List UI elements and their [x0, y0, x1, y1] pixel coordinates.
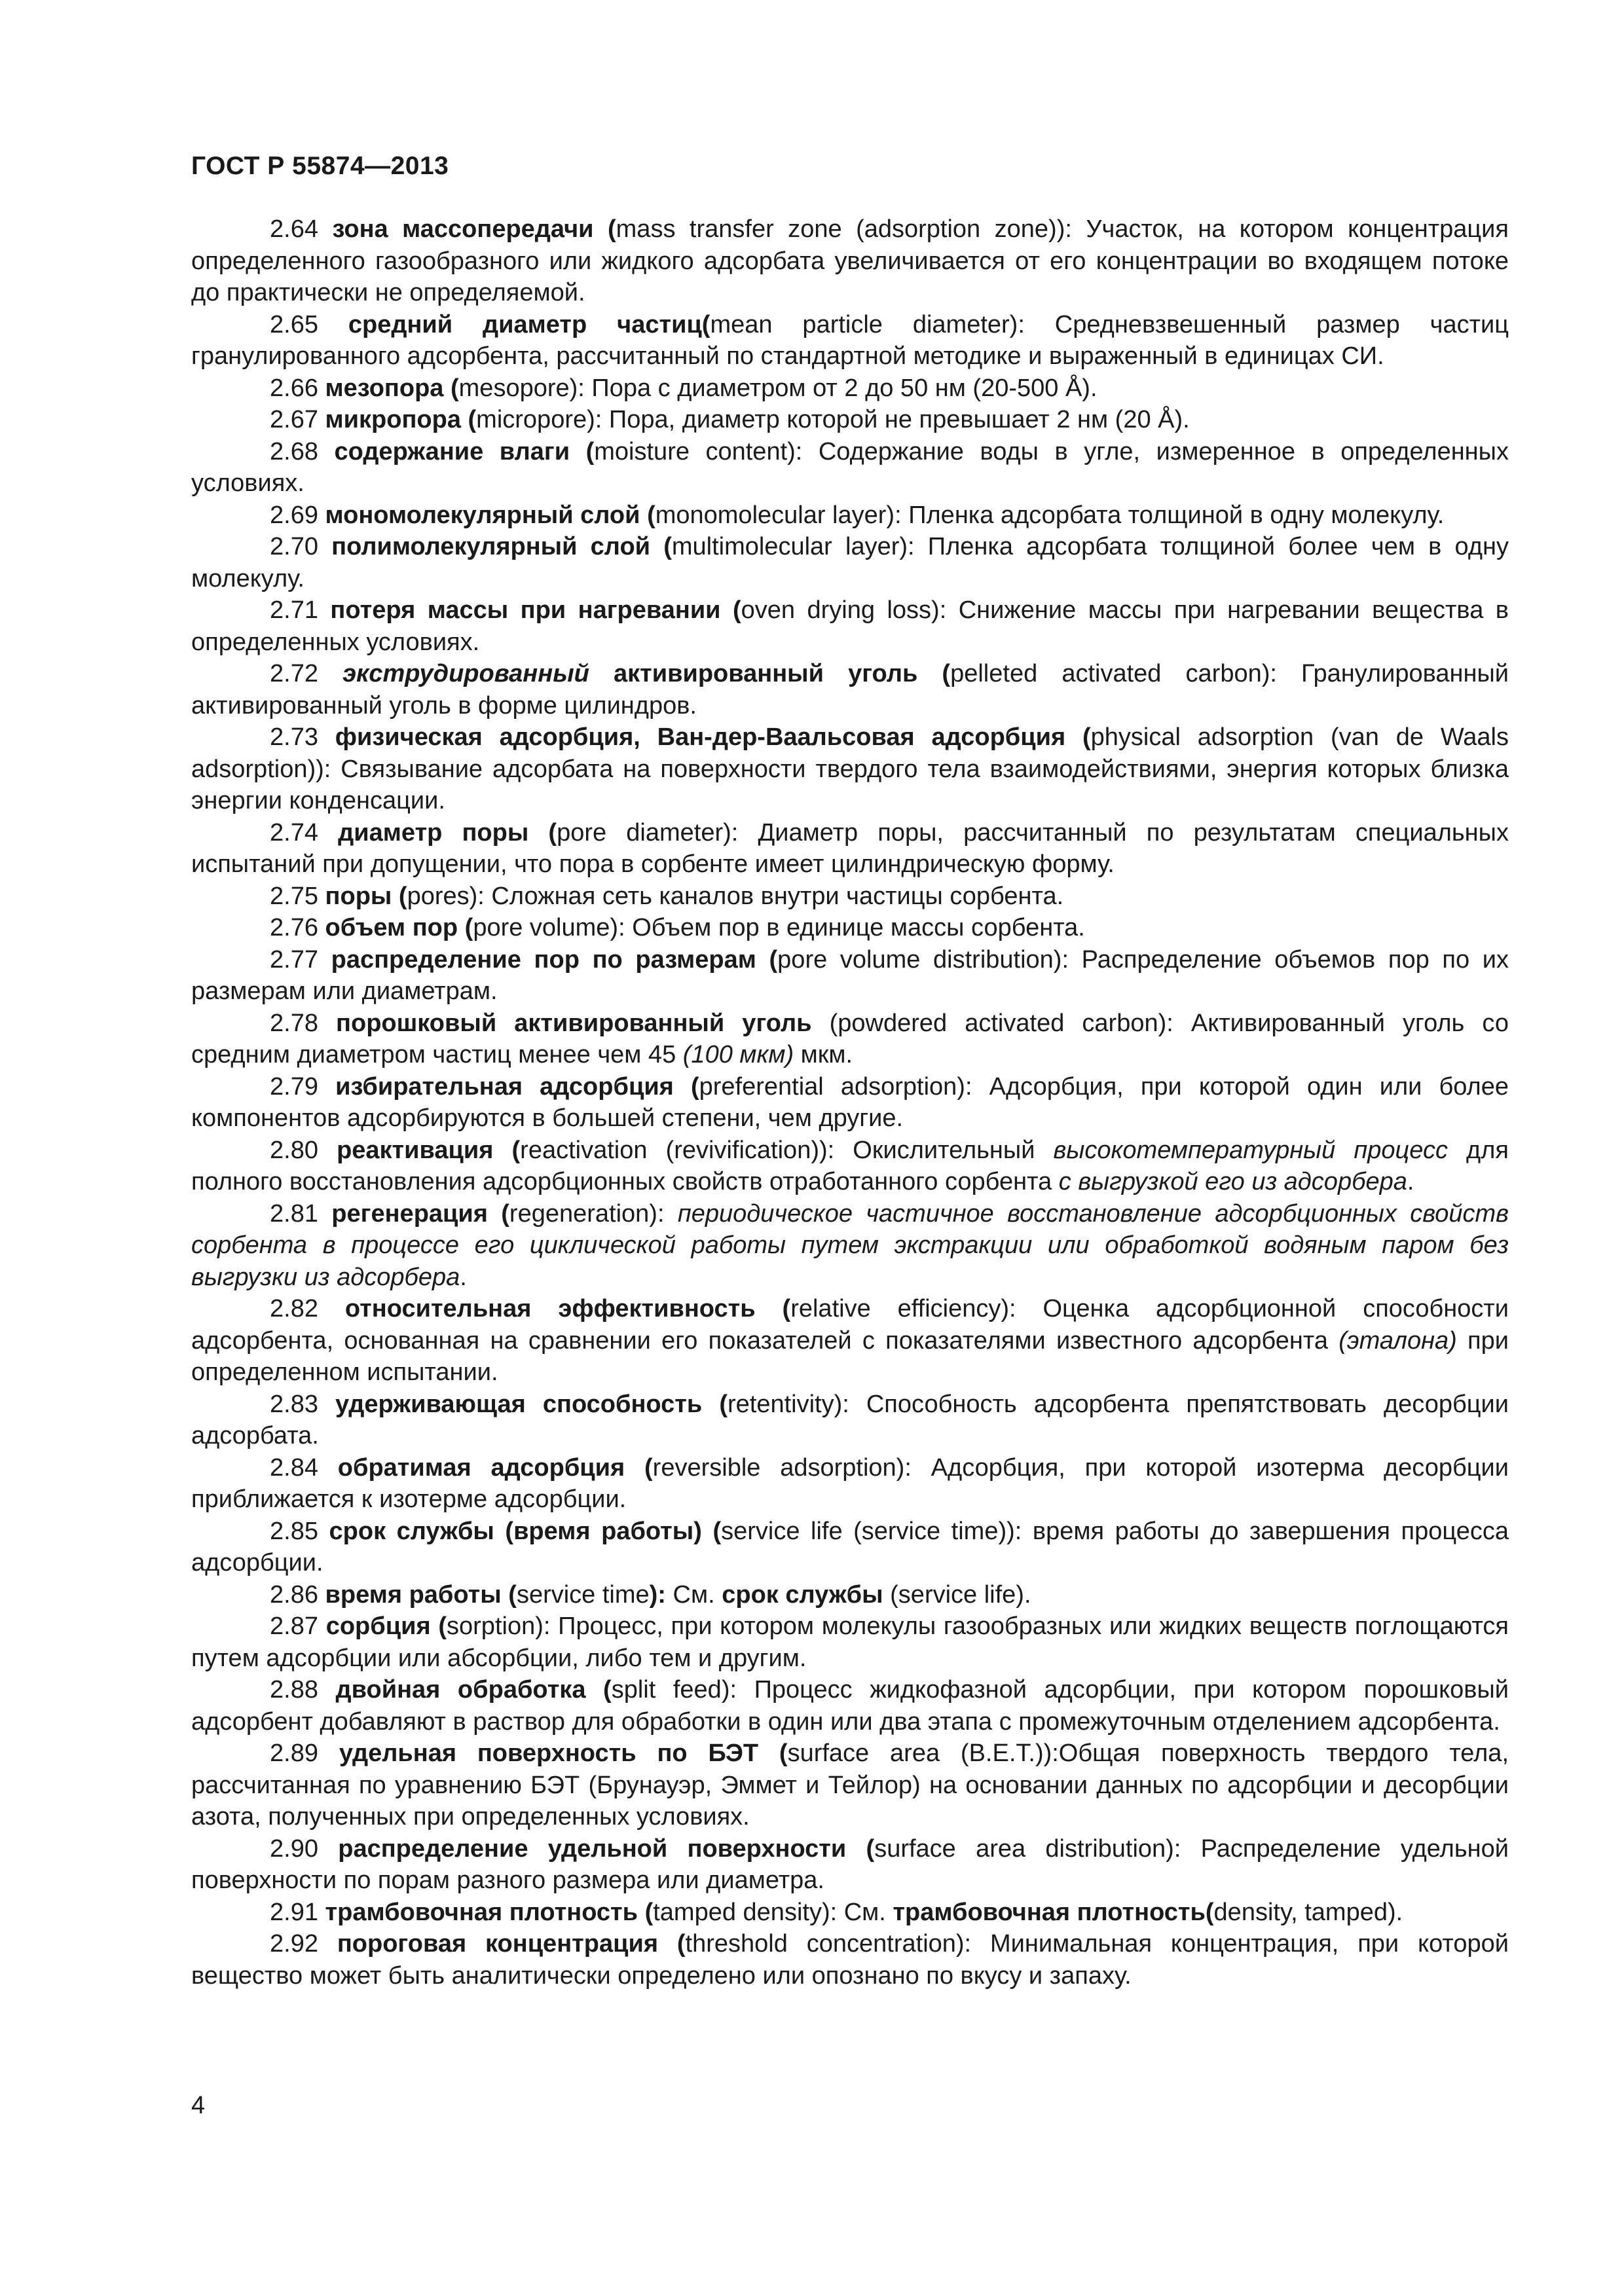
term-text: multimolecular layer): Пленка адсорбата толщиной более чем в одну молекулу.: [191, 533, 1509, 592]
term-text: tamped density): См.: [653, 1898, 893, 1926]
term-entry: [191, 531, 1509, 594]
term-text: mesopore): Пора с диаметром от 2 до 50 нм (20-500 Å).: [458, 374, 1098, 402]
term-text: См.: [665, 1580, 722, 1609]
term-text: micropore): Пора, диаметр которой не превышает 2 нм (20 Å).: [476, 406, 1190, 433]
term-name: двойная обработка (: [335, 1676, 612, 1704]
term-entry: [191, 213, 1509, 309]
term-text: physical adsorption (van de Waals adsorption)): Связывание адсорбата на поверхности твердого тела взаимодействиями, энергия которых близка энергии конденсации.: [191, 723, 1509, 814]
terms-list: [191, 213, 1509, 1992]
term-text: 2.79: [270, 1072, 336, 1101]
term-text: threshold concentration): Минимальная концентрация, при которой вещество может быть аналитически определено или опознано по вкусу и запаху.: [191, 1930, 1509, 1990]
term-text: surface area distribution): Распределение удельной поверхности по порам разного размера или диаметра.: [191, 1834, 1509, 1894]
term-text: 2.65: [270, 310, 348, 338]
term-text: oven drying loss): Снижение массы при нагревании вещества в определенных условиях.: [191, 596, 1509, 656]
term-emphasis: периодическое частичное восстановление адсорбционных свойств сорбента в процессе его циклической работы путем экстракции или обработкой водяным паром без выгрузки из адсорбера: [191, 1199, 1509, 1291]
term-name: пороговая концентрация (: [337, 1930, 686, 1958]
term-text: при определенном испытании.: [191, 1326, 1509, 1386]
term-entry: [191, 309, 1509, 373]
term-name: распределение удельной поверхности (: [338, 1834, 875, 1863]
term-entry: [191, 1897, 1509, 1929]
term-text: service time: [516, 1580, 650, 1609]
term-text: 2.77: [270, 945, 331, 974]
term-entry: [191, 500, 1509, 532]
term-text: 2.73: [270, 723, 335, 751]
term-text: pore volume distribution): Распределение объемов пор по их размерам или диаметрам.: [191, 945, 1509, 1005]
term-text: mean particle diameter): Средневзвешенный размер частиц гранулированного адсорбента, рассчитанный по стандартной методике и выраженный в единицах СИ.: [191, 310, 1509, 370]
term-text: (service life).: [883, 1580, 1031, 1609]
term-text: .: [1407, 1168, 1414, 1195]
term-name: трамбовочная плотность(: [893, 1898, 1214, 1926]
term-text: 2.75: [270, 882, 325, 910]
term-emphasis: (100 мкм): [682, 1041, 794, 1068]
term-name: обратимая адсорбция (: [337, 1453, 653, 1482]
term-entry: [191, 944, 1509, 1008]
term-name: содержание влаги (: [334, 437, 595, 465]
term-name: объем пор (: [325, 914, 473, 941]
term-name: экструдированный: [342, 660, 589, 687]
term-name: микропора (: [325, 406, 477, 433]
term-entry: [191, 1611, 1509, 1674]
term-text: (powdered activated carbon): Активированный уголь со средним диаметром частиц менее чем 45: [191, 1009, 1509, 1068]
term-entry: [191, 1389, 1509, 1452]
term-name: распределение пор по размерам (: [331, 945, 778, 974]
term-name: полимолекулярный слой (: [331, 533, 672, 560]
term-name: регенерация (: [331, 1199, 509, 1228]
term-text: surface area (B.E.T.)):Общая поверхность твердого тела, рассчитанная по уравнению БЭТ (Брунауэр, Эммет и Тейлор) на основании данных по адсорбции и десорбции азота, полученных при определенных условиях.: [191, 1740, 1509, 1831]
term-text: 2.64: [270, 215, 333, 243]
term-entry: [191, 881, 1509, 913]
term-entry: [191, 1516, 1509, 1579]
term-entry: [191, 1579, 1509, 1611]
term-text: reversible adsorption): Адсорбция, при которой изотерма десорбции приближается к изотерме адсорбции.: [191, 1453, 1509, 1513]
term-text: pores): Сложная сеть каналов внутри частицы сорбента.: [407, 882, 1064, 910]
term-name: сорбция (: [325, 1613, 447, 1640]
term-text: 2.91: [270, 1898, 325, 1926]
term-text: 2.89: [270, 1740, 339, 1767]
term-name: поры (: [325, 882, 407, 910]
term-text: 2.85: [270, 1517, 329, 1545]
term-text: retentivity): Способность адсорбента препятствовать десорбции адсорбата.: [191, 1390, 1509, 1449]
term-text: reactivation (revivification)): Окислительный: [520, 1136, 1054, 1164]
term-name: срок службы: [722, 1580, 883, 1609]
term-text: 2.86: [270, 1580, 325, 1609]
term-emphasis: (эталона): [1338, 1326, 1457, 1355]
term-name: физическая адсорбция, Ван-дер-Ваальсовая адсорбция (: [335, 723, 1091, 751]
term-name: удельная поверхность по БЭТ (: [339, 1740, 788, 1767]
term-text: preferential adsorption): Адсорбция, при которой один или более компонентов адсорбируются в большей степени, чем другие.: [191, 1072, 1509, 1132]
term-text: relative efficiency): Оценка адсорбционной способности адсорбента, основанная на сравнении его показателей с показателями известного адсорбента: [191, 1295, 1509, 1355]
term-text: density, tamped).: [1213, 1898, 1403, 1926]
term-emphasis: высокотемпературный процесс: [1053, 1136, 1448, 1164]
term-entry: [191, 404, 1509, 436]
term-text: split feed): Процесс жидкофазной адсорбции, при котором порошковый адсорбент добавляют в раствор для обработки в один или два этапа с промежуточным отделением адсорбента.: [191, 1676, 1509, 1736]
term-text: 2.72: [270, 660, 343, 687]
term-entry: [191, 1738, 1509, 1833]
term-text: pelleted activated carbon): Гранулированный активированный уголь в форме цилиндров.: [191, 660, 1509, 720]
page-number: 4: [191, 2092, 206, 2119]
term-entry: [191, 1674, 1509, 1738]
term-text: service life (service time)): время работы до завершения процесса адсорбции.: [191, 1517, 1509, 1576]
term-text: 2.70: [270, 533, 332, 560]
term-text: 2.67: [270, 406, 325, 433]
term-text: mass transfer zone (adsorption zone)): Участок, на котором концентрация определенного газообразного или жидкого адсорбата увеличивается от его концентрации во входящем потоке до практически не определяемой.: [191, 215, 1509, 306]
term-name: потеря массы при нагревании (: [330, 596, 741, 624]
term-entry: [191, 1008, 1509, 1071]
term-text: 2.68: [270, 437, 335, 465]
term-text: pore diameter): Диаметр поры, рассчитанный по результатам специальных испытаний при допущении, что пора в сорбенте имеет цилиндрическую форму.: [191, 818, 1509, 878]
term-name: мезопора (: [325, 374, 459, 402]
term-text: 2.83: [270, 1390, 336, 1418]
term-entry: [191, 373, 1509, 405]
term-name: относительная эффективность (: [344, 1295, 791, 1322]
term-text: 2.84: [270, 1453, 338, 1482]
term-entry: [191, 1293, 1509, 1389]
term-name: диаметр поры (: [338, 818, 557, 847]
term-name: время работы (: [325, 1580, 517, 1609]
term-text: sorption): Процесс, при котором молекулы газообразных или жидких веществ поглощаются путем адсорбции или абсорбции, либо тем и другим.: [191, 1613, 1509, 1672]
term-text: 2.76: [270, 914, 325, 941]
term-name: средний диаметр частиц(: [348, 310, 710, 338]
term-entry: [191, 1452, 1509, 1516]
term-entry: [191, 1833, 1509, 1897]
term-name: трамбовочная плотность (: [325, 1898, 654, 1926]
term-emphasis: с выгрузкой его из адсорбера: [1058, 1168, 1407, 1195]
term-text: для полного восстановления адсорбционных свойств отработанного сорбента: [191, 1136, 1509, 1195]
term-entry: [191, 912, 1509, 944]
term-text: 2.80: [270, 1136, 337, 1164]
term-text: 2.87: [270, 1613, 326, 1640]
term-text: 2.81: [270, 1199, 332, 1228]
term-entry: [191, 817, 1509, 881]
term-text: 2.90: [270, 1834, 339, 1863]
term-entry: [191, 721, 1509, 817]
term-entry: [191, 1135, 1509, 1198]
term-text: 2.66: [270, 374, 325, 402]
term-name: порошковый активированный уголь: [336, 1009, 812, 1037]
term-text: moisture content): Содержание воды в угле, измеренное в определенных условиях.: [191, 437, 1509, 497]
term-text: 2.71: [270, 596, 331, 624]
term-entry: [191, 1198, 1509, 1294]
term-text: monomolecular layer): Пленка адсорбата толщиной в одну молекулу.: [655, 501, 1445, 529]
term-name: реактивация (: [337, 1136, 521, 1164]
term-entry: [191, 594, 1509, 658]
term-entry: [191, 436, 1509, 500]
term-text: 2.74: [270, 818, 339, 847]
term-name: зона массопередачи (: [332, 215, 616, 243]
term-text: 2.82: [270, 1295, 345, 1322]
term-text: pore volume): Объем пор в единице массы сорбента.: [473, 914, 1085, 941]
term-text: 2.69: [270, 501, 325, 529]
term-name: мономолекулярный слой (: [325, 501, 655, 529]
term-text: regeneration):: [509, 1199, 678, 1228]
term-text: 2.78: [270, 1009, 337, 1037]
term-name: ):: [649, 1580, 666, 1609]
term-text: .: [460, 1263, 467, 1291]
page-header-doc-id: ГОСТ Р 55874—2013: [191, 152, 449, 180]
term-name: активированный уголь (: [589, 660, 951, 687]
term-text: 2.92: [270, 1930, 337, 1958]
term-entry: [191, 658, 1509, 721]
term-entry: [191, 1071, 1509, 1135]
term-text: 2.88: [270, 1676, 336, 1704]
term-name: срок службы (время работы) (: [329, 1517, 722, 1545]
term-name: избирательная адсорбция (: [335, 1072, 699, 1101]
term-name: удерживающая способность (: [335, 1390, 728, 1418]
term-entry: [191, 1928, 1509, 1992]
term-text: мкм.: [794, 1041, 853, 1068]
